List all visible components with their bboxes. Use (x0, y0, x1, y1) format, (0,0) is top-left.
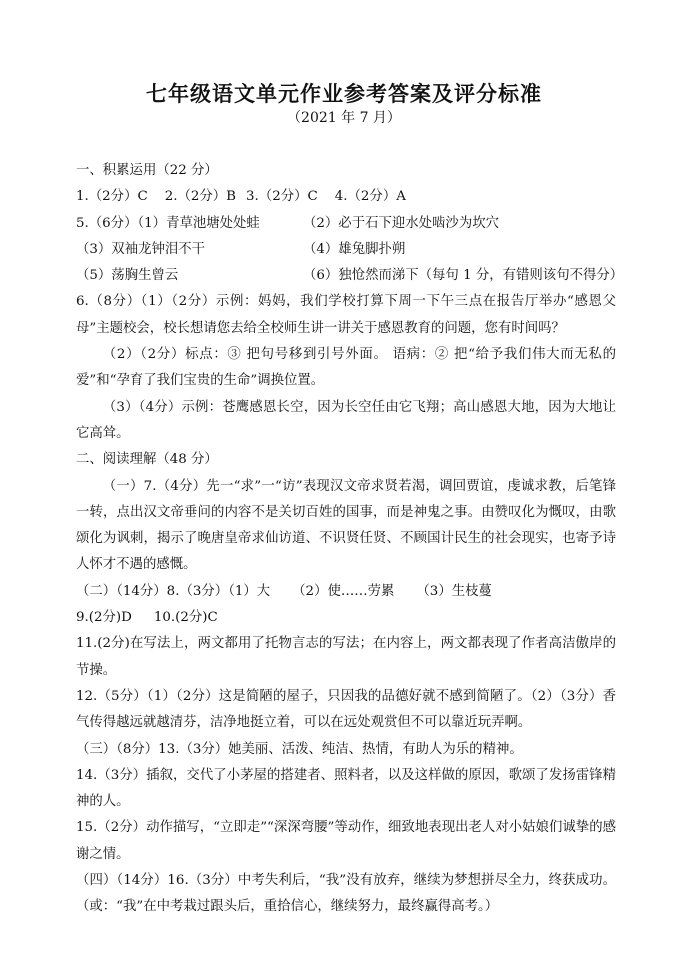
answers-1-4 (76, 184, 616, 210)
answer-5-5: （5）荡胸生曾云 (76, 268, 179, 284)
answer-content (76, 158, 624, 921)
answer-2: 2.（2分）B (164, 189, 237, 205)
answer-5-row-1 (76, 211, 616, 237)
answer-3: 3.（2分）C (246, 189, 318, 205)
answer-11: 11.(2分)在写法上，两文都用了托物言志的写法；在内容上，两文都表现了作者高洁傲岸的节操。 (76, 636, 616, 678)
answer-13: （三）（8分）13.（3分）她美丽、活泼、纯洁、热情，有助人为乐的精神。 (76, 741, 523, 757)
answer-5-3: （3）双袖龙钟泪不干 (76, 241, 206, 257)
answers-9-10 (76, 605, 616, 631)
answer-10: 10.(2分)C (153, 610, 218, 626)
answer-9: 9.(2分)D (76, 610, 132, 626)
answer-7: （一）7.（4分）先一“求”一“访”表现汉文帝求贤若渴，调回贾谊，虔诚求教，后笔锋一转，点出汉文帝垂问的内容不是关切百姓的国事，而是神鬼之事。由赞叹化为慨叹，由歌颂化为讽刺，揭示了晚唐皇帝求仙访道、不识贤任贤、不顾国计民生的社会现实，也寄予诗人怀才不遇的感慨。 (76, 478, 616, 573)
answer-8-1: （二）（14分）8.（3分）（1）大 (76, 583, 271, 599)
answer-16: （四）（14分）16.（3分）中考失利后，“我”没有放弃，继续为梦想拼尽全力，终获成功。（或：“我”在中考栽过跟头后，重拾信心，继续努力，最终赢得高考。） (76, 873, 616, 915)
answer-8 (76, 579, 616, 605)
answer-14: 14.（3分）插叙，交代了小茅屋的搭建者、照料者，以及这样做的原因，歌颂了发扬雷锋精神的人。 (76, 767, 616, 810)
answer-5-row-2 (76, 237, 616, 263)
section-heading-1: 一、积累运用（22 分） (76, 163, 218, 178)
document-title: 七年级语文单元作业参考答案及评分标准 (146, 81, 542, 106)
answer-6-2: （2）（2分）标点：③ 把句号移到引号外面。 语病：② 把“给予我们伟大而无私的爱”和“孕育了我们宝贵的生命”调换位置。 (76, 347, 616, 389)
answer-6-1: 6.（8分）（1）（2分）示例：妈妈，我们学校打算下周一下午三点在报告厅举办“感恩父母”主题校会，校长想请您去给全校师生讲一讲关于感恩教育的问题，您有时间吗？ (76, 294, 616, 336)
answer-4: 4.（2分）A (334, 189, 406, 205)
answer-5-1: 5.（6分）（1）青草池塘处处蛙 (76, 215, 260, 231)
answer-6-3: （3）（4分）示例：苍鹰感恩长空，因为长空任由它飞翔；高山感恩大地，因为大地让它高耸。 (76, 399, 616, 441)
document-date: （2021 年 7 月） (287, 110, 401, 126)
answer-15: 15.（2分）动作描写，“立即走”“深深弯腰”等动作，细致地表现出老人对小姑娘们诚挚的感谢之情。 (76, 820, 616, 862)
answer-8-2: （2）使……劳累 (292, 583, 395, 599)
answer-8-3: （3）生枝蔓 (416, 583, 492, 599)
answer-5-row-3 (76, 263, 624, 289)
answer-5-6: （6）独怆然而涕下（每句 1 分，有错则该句不得分） (303, 268, 624, 284)
answer-5-4: （4）雄兔脚扑朔 (303, 241, 406, 257)
answer-12: 12.（5分）（1）（2分）这是简陋的屋子，只因我的品德好就不感到简陋了。（2）（3分）香气传得越远就越清芬，洁净地挺立着，可以在远处观赏但不可以靠近玩弄啊。 (76, 688, 616, 731)
answer-5-2: （2）必于石下迎水处啮沙为坎穴 (303, 215, 499, 231)
section-heading-2: 二、阅读理解（48 分） (76, 452, 218, 468)
answer-1: 1.（2分）C (76, 189, 148, 205)
